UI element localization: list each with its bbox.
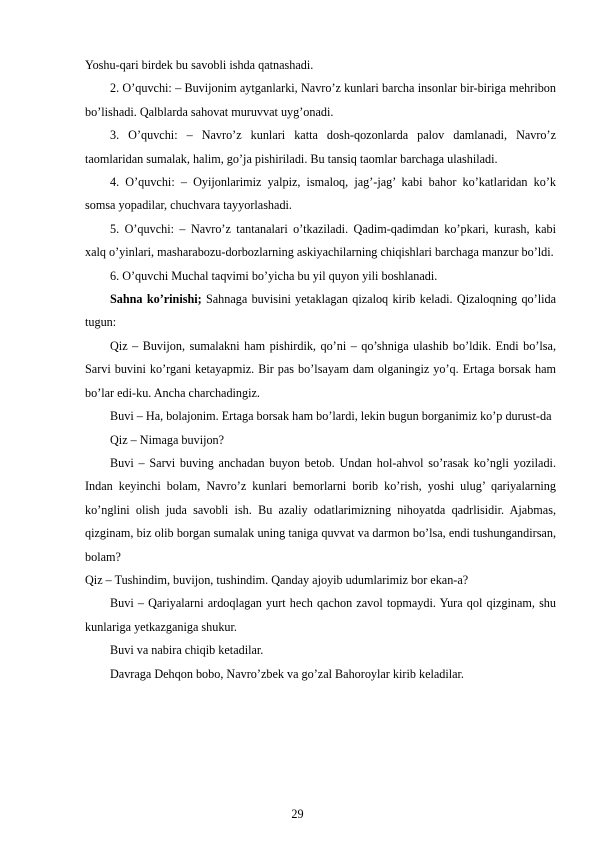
paragraph-student-3: 3. O’quvchi: – Navro’z kunlari katta dosh-qozonlarda palov damlanadi, Navro’z taomlaridan sumalak, halim, go’ja pishiriladi. Bu tansiq taomlar barchaga ulashiladi.	[85, 128, 556, 166]
dialogue-line-girl-1: Qiz – Buvijon, sumalakni ham pishirdik, qo’ni – qo’shniga ulashib bo’ldik. Endi bo’lsa, Sarvi buvini ko’rgani ketayapmiz. Bir pas bo’lsayam dam olganingiz yo’q. Ertaga borsak ham bo’lar edi-ku. Ancha charchadingiz.	[85, 338, 556, 400]
stage-direction-exit: Buvi va nabira chiqib ketadilar.	[110, 643, 264, 658]
paragraph-scene	[85, 288, 556, 335]
dialogue-line-grandma-2: Buvi – Sarvi buving anchadan buyon betob. Undan hol-ahvol so’rasak ko’ngli yoziladi. Indan keyinchi bolam, Navro’z kunlari bemorlarni borib ko’rish, yoshi ulug’ qariyalarning ko’nglini olish juda savobli ish. Bu azaliy odatlarimizning nihoyatda qadrlisidir. Ajabmas, qizginam, biz olib borgan sumalak uning taniga quvvat va darmon bo’lsa, endi tushungandirsan, bolam?	[85, 455, 556, 564]
paragraph-student-6: 6. O’quvchi Muchal taqvimi bo’yicha bu yil quyon yili boshlanadi.	[110, 268, 438, 283]
scene-label: Sahna ko’rinishi;	[110, 292, 202, 307]
dialogue-line-girl-3: Qiz – Tushindim, buvijon, tushindim. Qanday ajoyib udumlarimiz bor ekan-a?	[85, 572, 469, 587]
dialogue-line-girl-2: Qiz – Nimaga buvijon?	[110, 432, 225, 447]
paragraph-intro: Yoshu-qari birdek bu savobli ishda qatnashadi.	[85, 58, 314, 72]
dialogue-line-grandma-1: Buvi – Ha, bolajonim. Ertaga borsak ham bo’lardi, lekin bugun borganimiz ko’p durust-da	[110, 409, 552, 424]
paragraph-student-5: 5. O’quvchi: – Navro’z tantanalari o’tkaziladi. Qadim-qadimdan ko’pkari, kurash, kabi xalq o’yinlari, masharabozu-dorbozlarning askiyachilarning chiqishlari barchaga manzur bo’ldi.	[85, 221, 556, 260]
document-page	[85, 54, 556, 686]
paragraph-student-2: 2. O’quvchi: – Buvijonim aytganlarki, Navro’z kunlari barcha insonlar bir-biriga mehribon bo’lishadi. Qalblarda sahovat muruvvat uyg’onadi.	[85, 81, 556, 119]
page-number: 29	[291, 807, 304, 821]
paragraph-student-4: 4. O’quvchi: – Oyijonlarimiz yalpiz, ismaloq, jag’-jag’ kabi bahor ko’katlaridan ko’k somsa yopadilar, chuchvara tayyorlashadi.	[85, 175, 556, 213]
stage-direction-enter: Davraga Dehqon bobo, Navro’zbek va go’zal Bahoroylar kirib keladilar.	[110, 666, 464, 681]
scene-text: Sahnaga buvisini yetaklagan qizaloq kirib keladi. Qizaloqning qo’lida tugun:	[85, 292, 556, 330]
dialogue-line-grandma-3: Buvi – Qariyalarni ardoqlagan yurt hech qachon zavol topmaydi. Yura qol qizginam, shu kunlariga yetkazganiga shukur.	[85, 596, 556, 634]
